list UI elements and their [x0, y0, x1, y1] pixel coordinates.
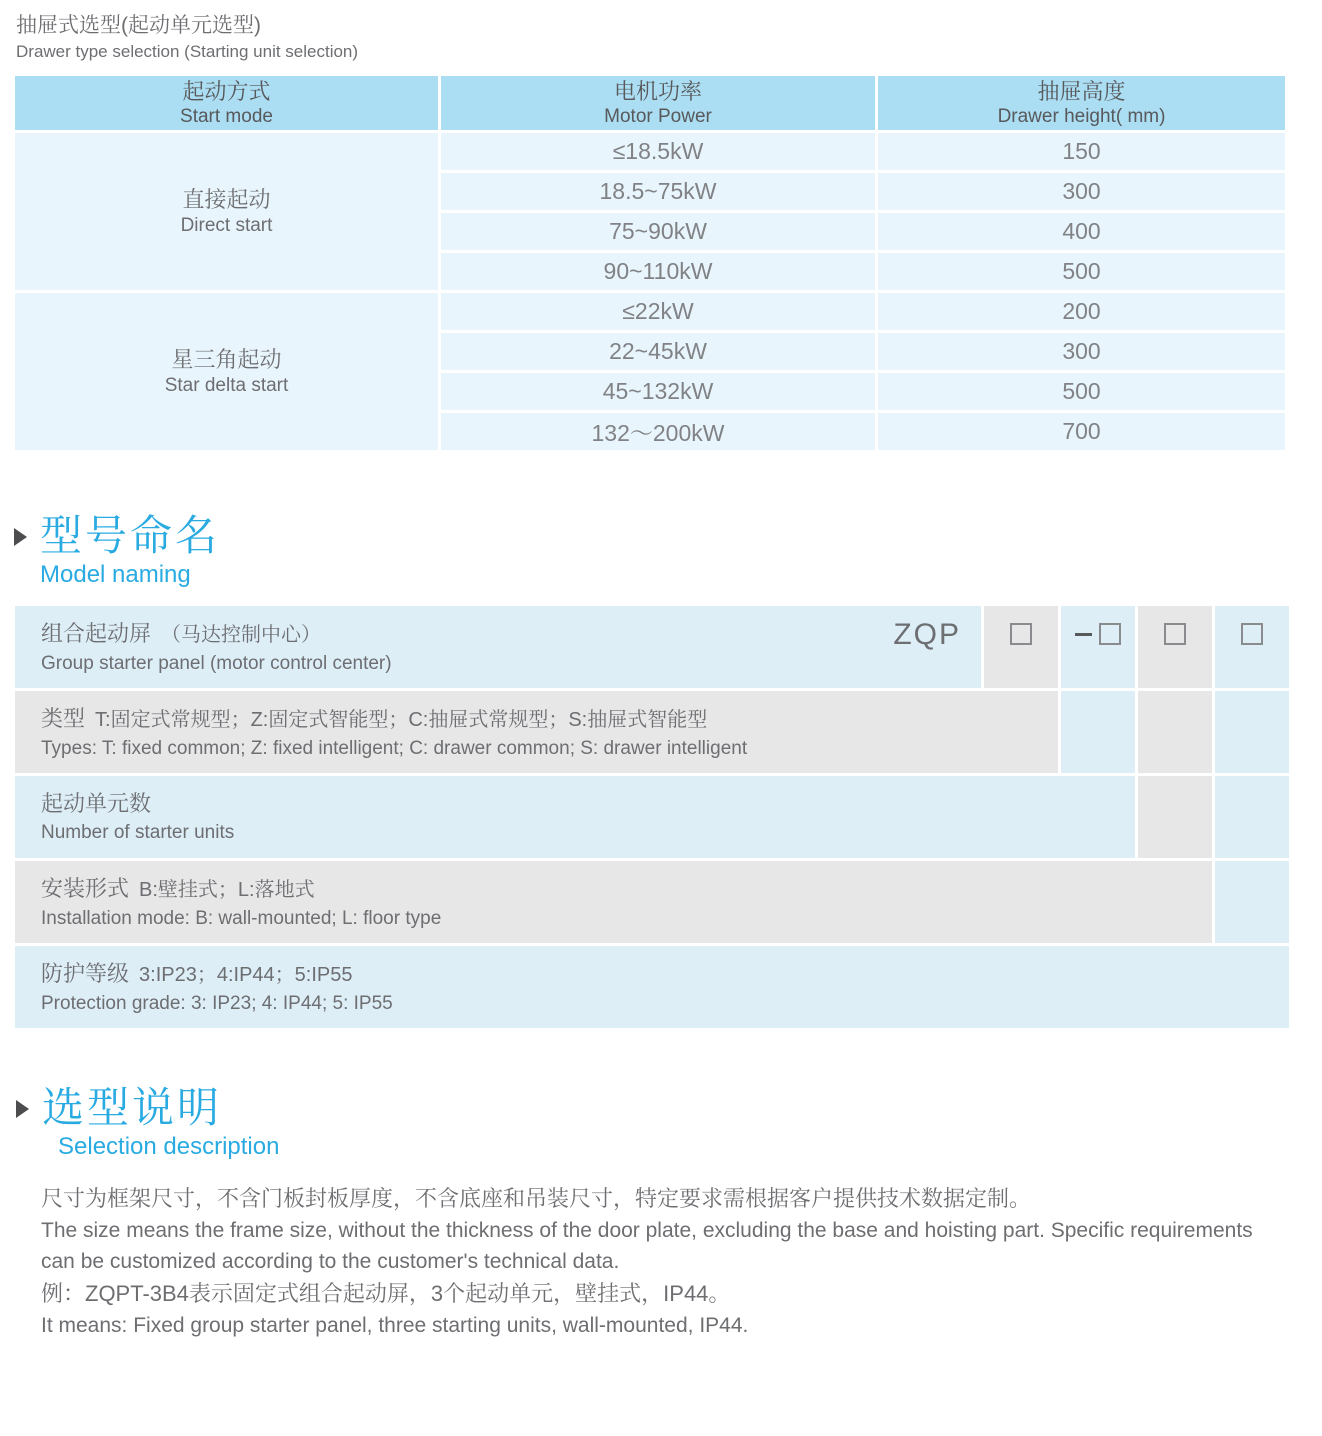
- naming-row-4-en: Installation mode: B: wall-mounted; L: floor type: [41, 908, 442, 929]
- naming-row-group-starter-panel: [15, 606, 1289, 688]
- mode-cell-star-delta: [15, 293, 438, 450]
- code-column-installation: [1138, 776, 1212, 858]
- code-column-protection: [1215, 606, 1289, 688]
- naming-row-4-cn-detail: B:壁挂式；L:落地式: [139, 879, 315, 901]
- model-naming-title-cn: 型号命名: [40, 512, 221, 559]
- naming-row-1-cn: 组合起动屏: [41, 621, 152, 646]
- drawer-selection-table: [15, 76, 1285, 450]
- power-cell: 75~90kW: [441, 213, 875, 250]
- placeholder-box-icon: [1099, 623, 1121, 645]
- model-naming-diagram: [15, 606, 1289, 1028]
- code-column-protection: [1215, 776, 1289, 858]
- model-naming-title-en: Model naming: [40, 561, 191, 588]
- naming-row-1-cn-detail: （马达控制中心）: [161, 624, 322, 646]
- header-start-mode-cn: 起动方式: [182, 78, 271, 104]
- mode-star-delta-en: Star delta start: [164, 374, 289, 396]
- power-cell: ≤18.5kW: [441, 133, 875, 170]
- naming-row-3-en: Number of starter units: [41, 822, 235, 843]
- naming-row-5-label: [15, 946, 1289, 1028]
- code-column-protection: [1215, 861, 1289, 943]
- naming-row-5-en: Protection grade: 3: IP23; 4: IP44; 5: IP55: [41, 993, 393, 1014]
- hyphen-separator: [1075, 633, 1092, 636]
- naming-row-3-label: [15, 776, 1135, 858]
- naming-row-5-cn: 防护等级: [41, 961, 130, 986]
- header-drawer-height-cn: 抽屉高度: [1037, 78, 1126, 104]
- power-cell: 132～200kW: [441, 413, 875, 450]
- code-column-units: [1061, 606, 1135, 688]
- naming-row-2-label: [15, 691, 1058, 773]
- naming-row-3-cn: 起动单元数: [41, 791, 152, 816]
- height-cell: 300: [878, 333, 1285, 370]
- header-start-mode-en: Start mode: [180, 105, 273, 127]
- power-cell: ≤22kW: [441, 293, 875, 330]
- height-cell: 700: [878, 413, 1285, 450]
- height-cell: 400: [878, 213, 1285, 250]
- naming-row-4-cn: 安装形式: [41, 876, 130, 901]
- naming-row-starter-units: [15, 776, 1289, 858]
- code-column-type: [984, 606, 1058, 688]
- triangle-bullet-icon: [14, 528, 27, 546]
- header-drawer-height-en: Drawer height( mm): [997, 105, 1166, 127]
- table-header-drawer-height: [878, 76, 1285, 130]
- naming-row-2-en: Types: T: fixed common; Z: fixed intelligent; C: drawer common; S: drawer intelligent: [41, 738, 748, 759]
- naming-row-types: [15, 691, 1289, 773]
- page-title-cn: 抽屉式选型(起动单元选型): [16, 14, 261, 37]
- code-column-installation: [1138, 691, 1212, 773]
- model-code-prefix: ZQP: [893, 618, 961, 651]
- page-title-block: [16, 12, 1322, 64]
- triangle-bullet-icon: [16, 1100, 29, 1118]
- height-cell: 500: [878, 373, 1285, 410]
- description-p1-en: The size means the frame size, without the thickness of the door plate, excluding the base and hoisting part. Specific requirements can be customized according to the customer's technical data.: [41, 1219, 1253, 1273]
- description-p2-cn: 例：ZQPT-3B4表示固定式组合起动屏，3个起动单元，壁挂式，IP44。: [41, 1281, 731, 1306]
- page-title-en: Drawer type selection (Starting unit selection): [16, 42, 359, 61]
- code-column-installation: [1138, 606, 1212, 688]
- table-header-motor-power: [441, 76, 875, 130]
- naming-row-protection: [15, 946, 1289, 1028]
- power-cell: 22~45kW: [441, 333, 875, 370]
- naming-row-installation: [15, 861, 1289, 943]
- power-cell: 90~110kW: [441, 253, 875, 290]
- header-motor-power-cn: 电机功率: [613, 78, 702, 104]
- placeholder-box-icon: [1241, 623, 1263, 645]
- height-cell: 200: [878, 293, 1285, 330]
- mode-direct-en: Direct start: [180, 214, 273, 236]
- selection-description-heading: [16, 1084, 1322, 1162]
- naming-row-1-label: [15, 606, 981, 688]
- code-column-protection: [1215, 691, 1289, 773]
- power-cell: 45~132kW: [441, 373, 875, 410]
- model-naming-section-heading: [14, 512, 1322, 590]
- selection-description-text: [41, 1182, 1291, 1341]
- naming-row-1-en: Group starter panel (motor control center): [41, 653, 392, 674]
- description-p2-en: It means: Fixed group starter panel, three starting units, wall-mounted, IP44.: [41, 1314, 749, 1337]
- selection-title-cn: 选型说明: [42, 1084, 223, 1131]
- selection-title-en: Selection description: [58, 1133, 280, 1160]
- header-motor-power-en: Motor Power: [604, 105, 712, 127]
- table-header-start-mode: [15, 76, 438, 130]
- mode-cell-direct-start: [15, 133, 438, 290]
- height-cell: 500: [878, 253, 1285, 290]
- naming-row-5-cn-detail: 3:IP23；4:IP44；5:IP55: [139, 964, 353, 986]
- placeholder-box-icon: [1010, 623, 1032, 645]
- mode-direct-cn: 直接起动: [182, 186, 271, 212]
- power-cell: 18.5~75kW: [441, 173, 875, 210]
- height-cell: 300: [878, 173, 1285, 210]
- height-cell: 150: [878, 133, 1285, 170]
- code-column-units: [1061, 691, 1135, 773]
- mode-star-delta-cn: 星三角起动: [171, 346, 282, 372]
- naming-row-4-label: [15, 861, 1212, 943]
- naming-row-2-cn: 类型: [41, 706, 86, 731]
- placeholder-box-icon: [1164, 623, 1186, 645]
- naming-row-2-cn-detail: T:固定式常规型；Z:固定式智能型；C:抽屉式常规型；S:抽屉式智能型: [95, 709, 708, 731]
- description-p1-cn: 尺寸为框架尺寸，不含门板封板厚度，不含底座和吊装尺寸，特定要求需根据客户提供技术数据定制。: [41, 1186, 1032, 1211]
